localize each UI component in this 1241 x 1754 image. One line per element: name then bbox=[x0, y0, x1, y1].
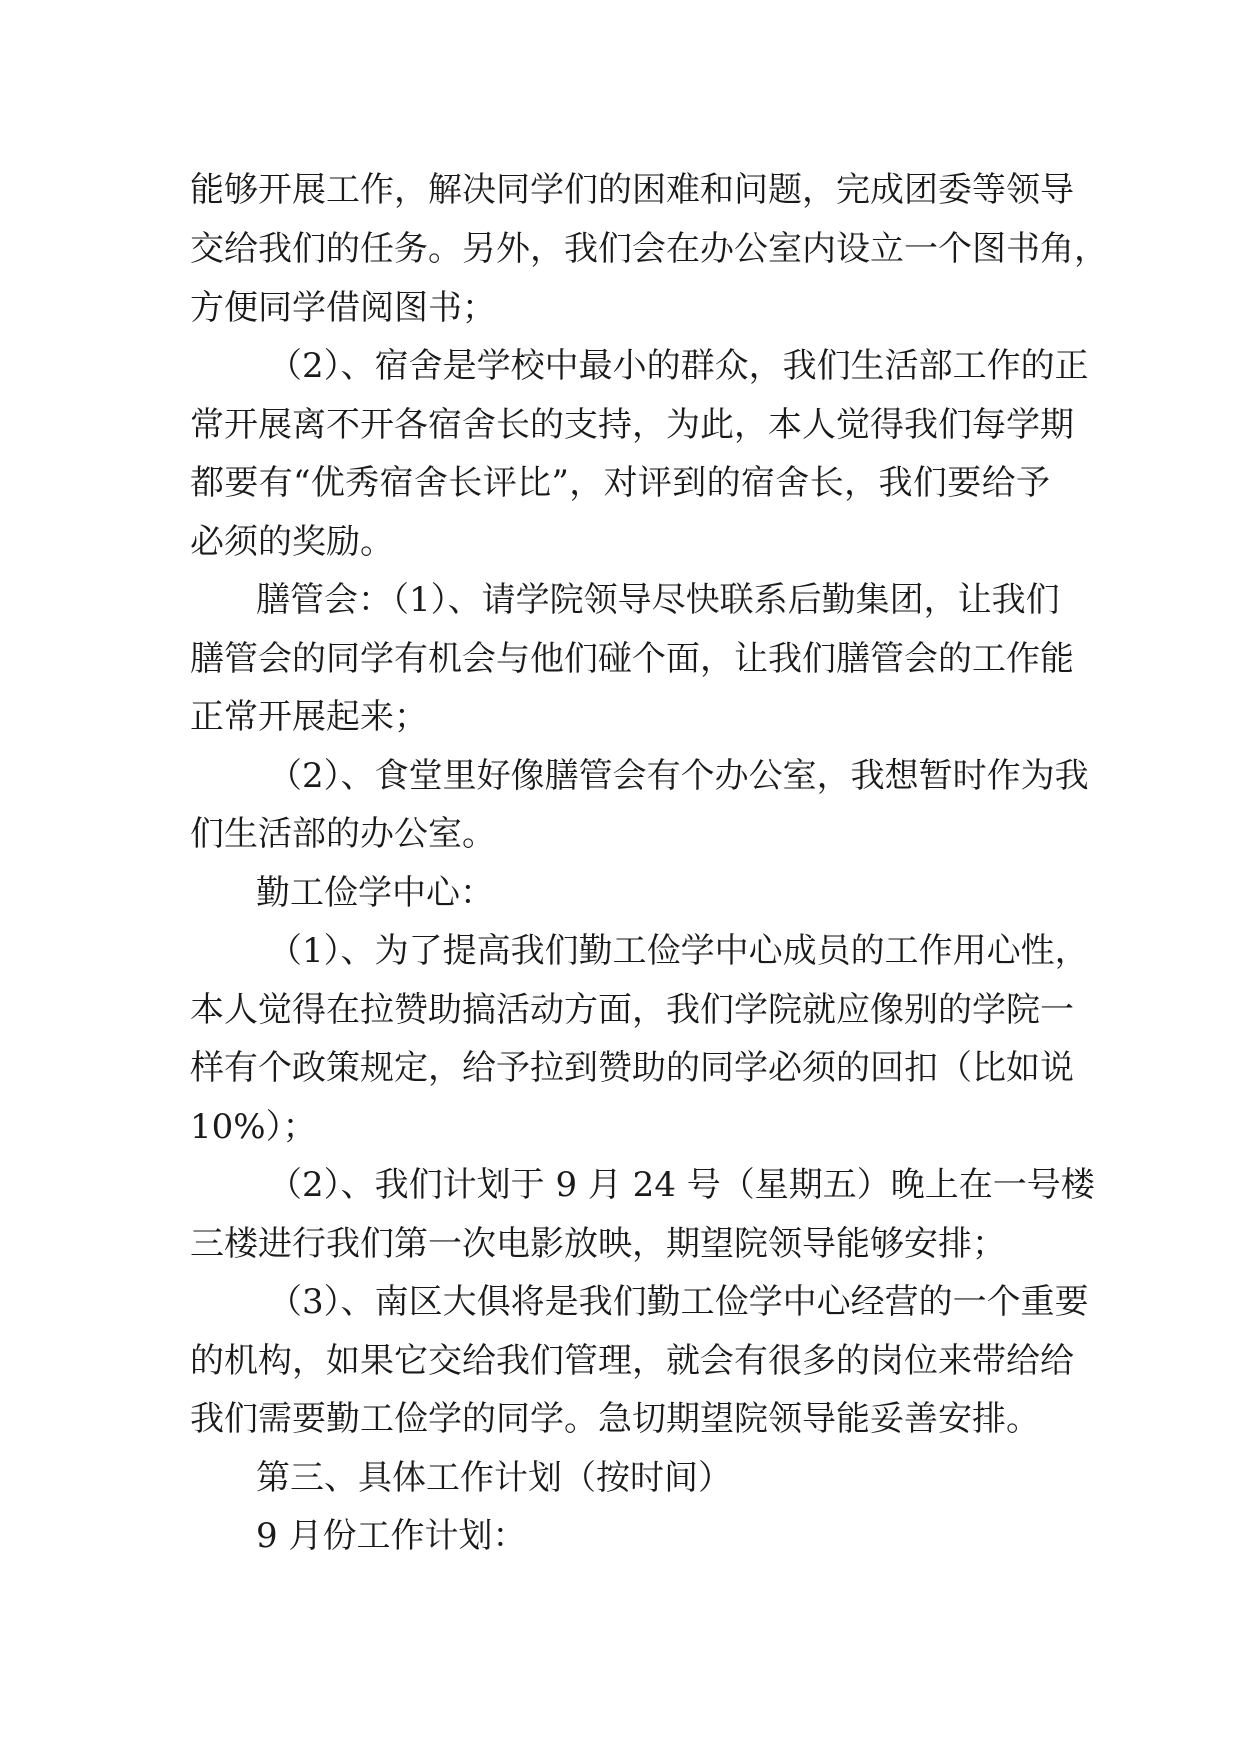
section-heading: 勤工俭学中心： bbox=[256, 873, 494, 913]
body-text-line: 交给我们的任务。另外，我们会在办公室内设立一个图书角， bbox=[190, 229, 1108, 269]
body-text-line: 10%）； bbox=[190, 1107, 317, 1147]
body-text-line: 正常开展起来； bbox=[190, 697, 428, 737]
body-text-line: 方便同学借阅图书； bbox=[190, 288, 496, 328]
section-heading: 9 月份工作计划： bbox=[256, 1516, 527, 1556]
body-text-line: 我们需要勤工俭学的同学。急切期望院领导能妥善安排。 bbox=[190, 1399, 1040, 1439]
body-text-line: 本人觉得在拉赞助搞活动方面，我们学院就应像别的学院一 bbox=[190, 990, 1074, 1030]
body-text-line: （3）、南区大俱将是我们勤工俭学中心经营的一个重要 bbox=[268, 1282, 1089, 1322]
body-text-line: 常开展离不开各宿舍长的支持，为此，本人觉得我们每学期 bbox=[190, 405, 1074, 445]
body-text-line: 必须的奖励。 bbox=[190, 522, 394, 562]
body-text-line: （2）、食堂里好像膳管会有个办公室，我想暂时作为我 bbox=[268, 756, 1089, 796]
body-text-line: 样有个政策规定，给予拉到赞助的同学必须的回扣（比如说 bbox=[190, 1048, 1074, 1088]
body-text-line: 膳管会：（1）、请学院领导尽快联系后勤集团，让我们 bbox=[256, 580, 1060, 620]
body-text-line: 三楼进行我们第一次电影放映，期望院领导能够安排； bbox=[190, 1224, 1006, 1264]
body-text-line: 膳管会的同学有机会与他们碰个面，让我们膳管会的工作能 bbox=[190, 639, 1074, 679]
body-text-line: （2）、我们计划于 9 月 24 号（星期五）晚上在一号楼 bbox=[268, 1165, 1095, 1205]
body-text-line: 都要有“优秀宿舍长评比”，对评到的宿舍长，我们要给予 bbox=[190, 463, 1050, 503]
body-text-line: （2）、宿舍是学校中最小的群众，我们生活部工作的正 bbox=[268, 346, 1089, 386]
section-heading: 第三、具体工作计划（按时间） bbox=[256, 1458, 732, 1498]
body-text-line: （1）、为了提高我们勤工俭学中心成员的工作用心性， bbox=[268, 931, 1089, 971]
body-text-line: 的机构，如果它交给我们管理，就会有很多的岗位来带给给 bbox=[190, 1341, 1074, 1381]
body-text-line: 们生活部的办公室。 bbox=[190, 814, 496, 854]
body-text-line: 能够开展工作，解决同学们的困难和问题，完成团委等领导 bbox=[190, 170, 1074, 210]
